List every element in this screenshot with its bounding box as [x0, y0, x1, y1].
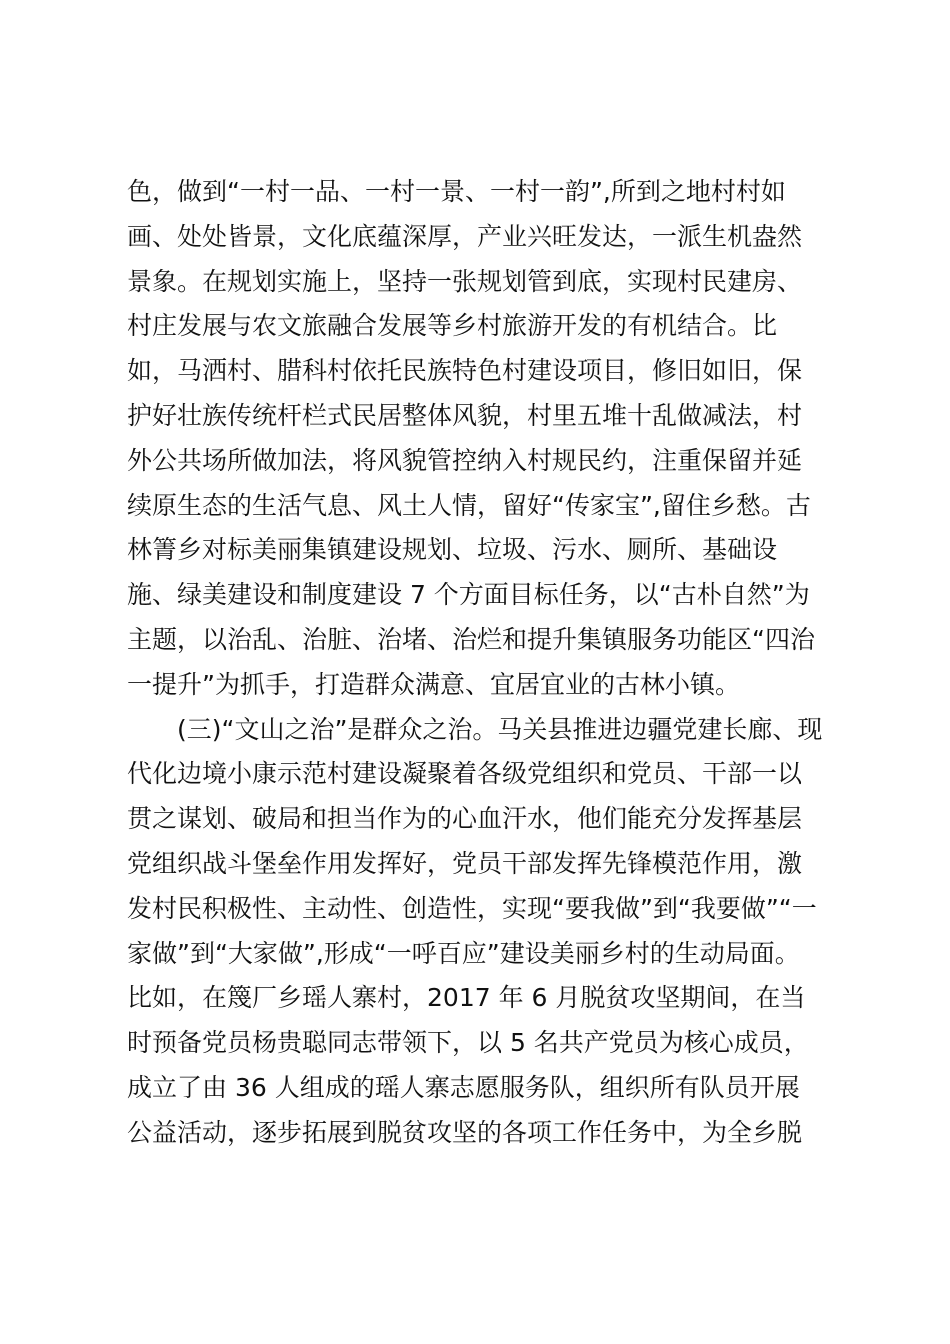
text-line: 续原生态的生活气息、风土人情，留好“传家宝”,留住乡愁。古: [127, 490, 811, 520]
text-line: 家做”到“大家做”,形成“一呼百应”建设美丽乡村的生动局面。: [127, 938, 800, 968]
text-line: 贯之谋划、破局和担当作为的心血汗水，他们能充分发挥基层: [127, 804, 803, 834]
text-line: 发村民积极性、主动性、创造性，实现“要我做”到“我要做”“一: [127, 893, 817, 923]
text-line: 党组织战斗堡垒作用发挥好，党员干部发挥先锋模范作用，激: [127, 848, 803, 878]
text-line: 时预备党员杨贵聪同志带领下，以 5 名共产党员为核心成员，: [127, 1028, 809, 1058]
text-line: 代化边境小康示范村建设凝聚着各级党组织和党员、干部一以: [127, 759, 803, 789]
text-line: 一提升”为抓手，打造群众满意、宜居宜业的古林小镇。: [127, 669, 740, 699]
text-line: 外公共场所做加法，将风貌管控纳入村规民约，注重保留并延: [127, 445, 803, 475]
text-line: 施、绿美建设和制度建设 7 个方面目标任务，以“古朴自然”为: [127, 580, 810, 610]
text-line: 色，做到“一村一品、一村一景、一村一韵”,所到之地村村如: [127, 177, 786, 206]
text-line: 村庄发展与农文旅融合发展等乡村旅游开发的有机结合。比: [127, 311, 778, 341]
text-line: 主题，以治乱、治脏、治堵、治烂和提升集镇服务功能区“四治: [127, 624, 815, 654]
text-line: 如，马洒村、腊科村依托民族特色村建设项目，修旧如旧，保: [127, 356, 803, 386]
text-line: 林箐乡对标美丽集镇建设规划、垃圾、污水、厕所、基础设: [127, 535, 778, 565]
text-line: 成立了由 36 人组成的瑶人寨志愿服务队，组织所有队员开展: [127, 1072, 800, 1102]
body-text: [127, 170, 837, 1156]
text-line: 公益活动，逐步拓展到脱贫攻坚的各项工作任务中，为全乡脱: [127, 1117, 803, 1147]
section-heading-line: (三)“文山之治”是群众之治。马关县推进边疆党建长廊、现: [177, 714, 823, 744]
text-line: 画、处处皆景，文化底蕴深厚，产业兴旺发达，一派生机盎然: [127, 221, 803, 251]
text-line: 比如，在篾厂乡瑶人寨村，2017 年 6 月脱贫攻坚期间，在当: [127, 983, 806, 1013]
text-line: 护好壮族传统杆栏式民居整体风貌，村里五堆十乱做减法，村: [127, 400, 803, 430]
text-line: 景象。在规划实施上，坚持一张规划管到底，实现村民建房、: [127, 266, 803, 296]
